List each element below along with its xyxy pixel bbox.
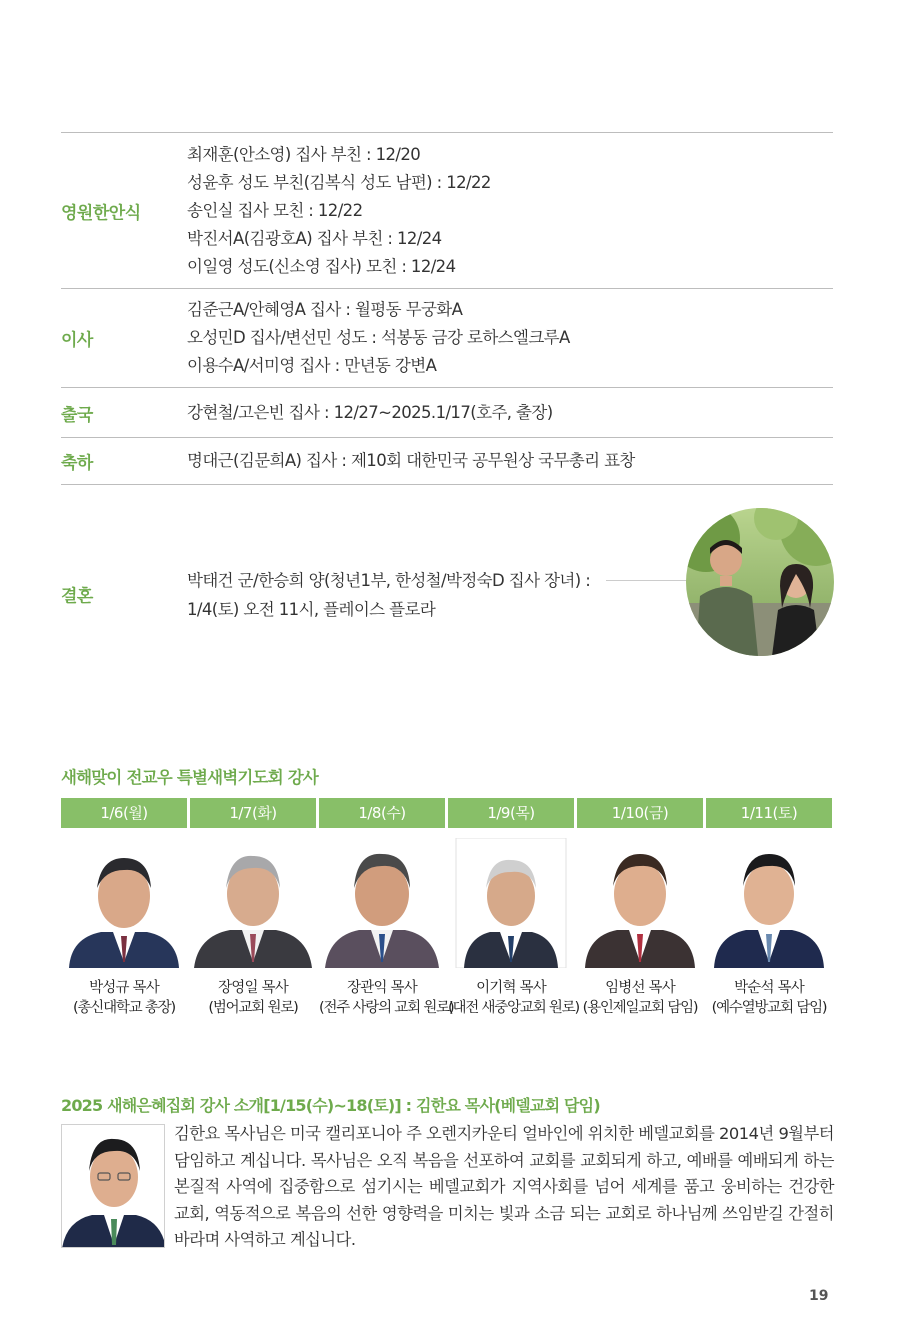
lecturer-church: (총신대학교 총장) <box>73 1000 175 1016</box>
lecturers-title: 새해맞이 전교우 특별새벽기도회 강사 <box>61 768 319 787</box>
announcement-lines <box>187 296 570 380</box>
lecturer-card <box>61 798 187 1018</box>
announcement-line: 오성민D 집사/변선민 성도 : 석봉동 금강 로하스엘크루A <box>187 328 570 347</box>
lecturer-date: 1/8(수) <box>319 798 445 828</box>
lecturer-name: 장관익 목사 <box>347 980 417 996</box>
lecturer-date: 1/7(화) <box>190 798 316 828</box>
revival-speaker-photo <box>61 1124 165 1248</box>
announcement-line: 최재훈(안소영) 집사 부친 : 12/20 <box>187 144 421 164</box>
announcement-line: 박진서A(김광호A) 집사 부친 : 12/24 <box>187 228 442 248</box>
lecturer-photo <box>319 838 445 968</box>
announcement-lines <box>187 399 553 427</box>
lecturer-photo <box>448 838 574 968</box>
category-label: 영원한안식 <box>61 203 141 223</box>
lecturer-name: 박성규 목사 <box>89 980 159 996</box>
lecturer-church: (전주 사랑의 교회 원로) <box>319 1000 454 1016</box>
announcement-line: 김준근A/안혜영A 집사 : 월평동 무궁화A <box>187 300 463 319</box>
lecturer-church: (예수열방교회 담임) <box>711 1000 827 1016</box>
announcement-lines <box>187 447 635 475</box>
wedding-lines <box>187 566 590 624</box>
lecturer-name: 장영일 목사 <box>218 980 288 996</box>
lecturer-church: (용인제일교회 담임) <box>582 1000 698 1016</box>
lecturer-date: 1/11(토) <box>706 798 832 828</box>
lecturer-card <box>190 798 316 1018</box>
revival-description: 김한요 목사님은 미국 캘리포니아 주 오렌지카운티 얼바인에 위치한 베델교회를 2014년 9월부터 담임하고 계십니다. 목사님은 오직 복음을 선포하여 교회를 교회되게 하고, 예배를 예배되게 하는 본질적 사역에 집중함으로 섬기시는 베델교회가 지역사회를 넘어 세계를 품고 웅비하는 건강한 교회, 역동적으로 복음의 선한 영향력을 미치는 빛과 소금 되는 교회로 하나님께 쓰임받길 간절히 바라며 사역하고 계십니다. <box>174 1124 834 1249</box>
lecturer-card <box>706 798 832 1018</box>
page-number: 19 <box>809 1288 829 1304</box>
lecturer-photo <box>577 838 703 968</box>
lecturer-date: 1/9(목) <box>448 798 574 828</box>
lecturer-church: (대전 새중앙교회 원로) <box>448 1000 579 1016</box>
category-label: 이사 <box>61 330 93 351</box>
category-label: 결혼 <box>61 586 93 607</box>
wedding-couple-photo <box>686 508 834 656</box>
lecturer-card <box>448 798 579 1018</box>
lecturer-church: (범어교회 원로) <box>208 1000 298 1016</box>
lecturer-name: 이기혁 목사 <box>476 980 546 996</box>
lecturer-photo <box>190 838 316 968</box>
announcement-line: 명대근(김문희A) 집사 : 제10회 대한민국 공무원상 국무총리 표창 <box>187 451 635 470</box>
announcement-row-departure <box>61 387 833 437</box>
announcement-lines <box>187 141 491 281</box>
wedding-line: 박태건 군/한승희 양(청년1부, 한성철/박정숙D 집사 장녀) : <box>187 571 591 590</box>
lecturer-name: 임병선 목사 <box>605 980 675 996</box>
announcement-line: 이일영 성도(신소영 집사) 모친 : 12/24 <box>187 256 456 276</box>
lecturers-grid <box>61 798 833 1026</box>
lecturer-date: 1/10(금) <box>577 798 703 828</box>
lecturer-card <box>577 798 703 1018</box>
announcement-row-moving <box>61 288 833 387</box>
wedding-section <box>61 508 833 658</box>
lecturer-photo <box>61 838 187 968</box>
lecturer-photo <box>706 838 832 968</box>
announcement-row-condolence <box>61 132 833 288</box>
announcement-row-congratulation <box>61 437 833 485</box>
lecturer-name: 박순석 목사 <box>734 980 804 996</box>
announcement-line: 이용수A/서미영 집사 : 만년동 강변A <box>187 356 437 375</box>
lecturer-date: 1/6(월) <box>61 798 187 828</box>
lecturer-card <box>319 798 454 1018</box>
announcement-line: 강현철/고은빈 집사 : 12/27~2025.1/17(호주, 출장) <box>187 402 553 422</box>
announcements-table <box>61 132 833 485</box>
revival-title: 2025 새해은혜집회 강사 소개[1/15(수)~18(토)] : 김한요 목사(베델교회 담임) <box>61 1096 600 1115</box>
category-label: 출국 <box>61 405 93 425</box>
wedding-line: 1/4(토) 오전 11시, 플레이스 플로라 <box>187 600 436 619</box>
category-label: 축하 <box>61 453 93 474</box>
announcement-line: 송인실 집사 모친 : 12/22 <box>187 200 363 220</box>
announcement-line: 성윤후 성도 부친(김복식 성도 남편) : 12/22 <box>187 172 491 192</box>
